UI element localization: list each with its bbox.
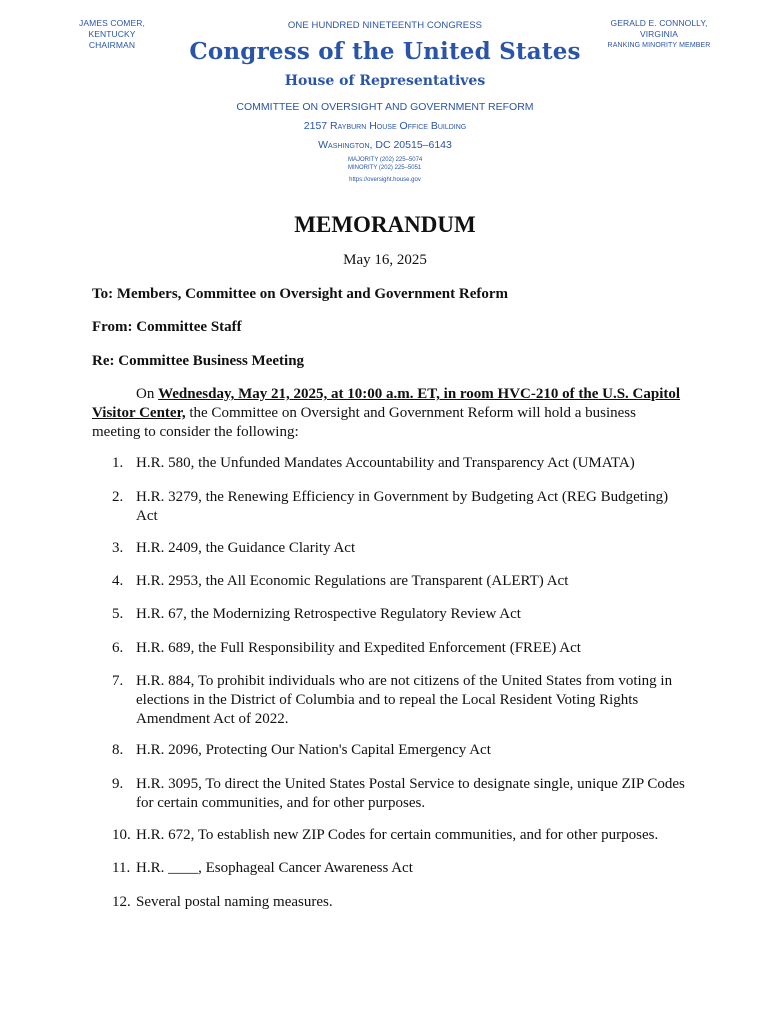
ranking-title: RANKING MINORITY MEMBER — [607, 42, 711, 49]
office-city: Washington, DC 20515–6143 — [318, 139, 452, 151]
list-item — [112, 672, 692, 729]
memo-title: MEMORANDUM — [294, 212, 476, 237]
item-text: H.R. 3095, To direct the United States Postal Service to designate single, unique ZIP Codes for certain communities, and for other purposes. — [136, 776, 685, 811]
memo-to: To: Members, Committee on Oversight and Government Reform — [92, 286, 509, 302]
item-text: H.R. 884, To prohibit individuals who are not citizens of the United States from voting in elections in the District of Columbia and to repeal the Local Resident Voting Rights Amendment Act of 2022. — [136, 673, 673, 727]
item-text: H.R. ____, Esophageal Cancer Awareness Act — [136, 860, 413, 876]
item-text: H.R. 2953, the All Economic Regulations are Transparent (ALERT) Act — [136, 573, 569, 589]
list-item — [112, 826, 692, 845]
item-number: 8. — [112, 742, 124, 758]
item-number: 6. — [112, 640, 124, 656]
list-item — [112, 539, 692, 558]
item-text: H.R. 3279, the Renewing Efficiency in Government by Budgeting Act (REG Budgeting) Act — [136, 489, 669, 524]
chair-title: CHAIRMAN — [88, 40, 136, 50]
list-item — [112, 859, 692, 878]
list-item — [112, 893, 692, 912]
item-number: 9. — [112, 776, 124, 792]
memo-re: Re: Committee Business Meeting — [92, 353, 305, 369]
item-text: H.R. 689, the Full Responsibility and Expedited Enforcement (FREE) Act — [136, 640, 581, 656]
item-number: 7. — [112, 673, 124, 689]
congress-title: Congress of the United States — [189, 38, 581, 65]
list-item — [112, 488, 692, 526]
item-text: H.R. 2096, Protecting Our Nation's Capital Emergency Act — [136, 742, 491, 758]
item-text: H.R. 672, To establish new ZIP Codes for certain communities, and for other purposes. — [136, 827, 659, 843]
committee-name: COMMITTEE ON OVERSIGHT AND GOVERNMENT REFORM — [236, 101, 534, 113]
list-item — [112, 572, 692, 591]
memo-date: May 16, 2025 — [343, 252, 427, 268]
list-item — [112, 454, 692, 473]
phone-block — [348, 156, 422, 172]
list-item — [112, 775, 692, 813]
office-address: 2157 Rayburn House Office Building — [303, 120, 467, 132]
intro-paragraph — [92, 385, 682, 442]
item-text: H.R. 67, the Modernizing Retrospective Regulatory Review Act — [136, 606, 521, 622]
ranking-name: GERALD E. CONNOLLY, VIRGINIA — [610, 18, 708, 39]
item-number: 3. — [112, 540, 124, 556]
item-number: 10. — [112, 827, 131, 843]
item-number: 4. — [112, 573, 124, 589]
website-link[interactable]: https://oversight.house.gov — [349, 177, 421, 183]
list-item — [112, 741, 692, 760]
chamber-title: House of Representatives — [284, 73, 486, 89]
item-number: 11. — [112, 860, 131, 876]
majority-phone: MAJORITY (202) 225–5074 — [348, 157, 423, 163]
item-text: H.R. 580, the Unfunded Mandates Accountability and Transparency Act (UMATA) — [136, 455, 635, 471]
memo-from: From: Committee Staff — [92, 319, 242, 335]
item-number: 5. — [112, 606, 124, 622]
item-number: 12. — [112, 894, 131, 910]
chair-name: JAMES COMER, KENTUCKY — [79, 18, 145, 39]
item-number: 1. — [112, 455, 124, 471]
list-item — [112, 639, 692, 658]
item-text: H.R. 2409, the Guidance Clarity Act — [136, 540, 356, 556]
list-item — [112, 605, 692, 624]
minority-phone: MINORITY (202) 225–5051 — [348, 165, 422, 171]
item-number: 2. — [112, 489, 124, 505]
intro-on: On — [136, 386, 155, 402]
intro-rest: the Committee on Oversight and Government Reform will hold a business meeting to consider the following: — [92, 405, 636, 440]
meeting-details: Wednesday, May 21, 2025, at 10:00 a.m. ET, in room HVC-210 of the U.S. Capitol Visitor Center, — [92, 386, 681, 421]
congress-label: ONE HUNDRED NINETEENTH CONGRESS — [287, 20, 483, 31]
item-text: Several postal naming measures. — [136, 894, 333, 910]
